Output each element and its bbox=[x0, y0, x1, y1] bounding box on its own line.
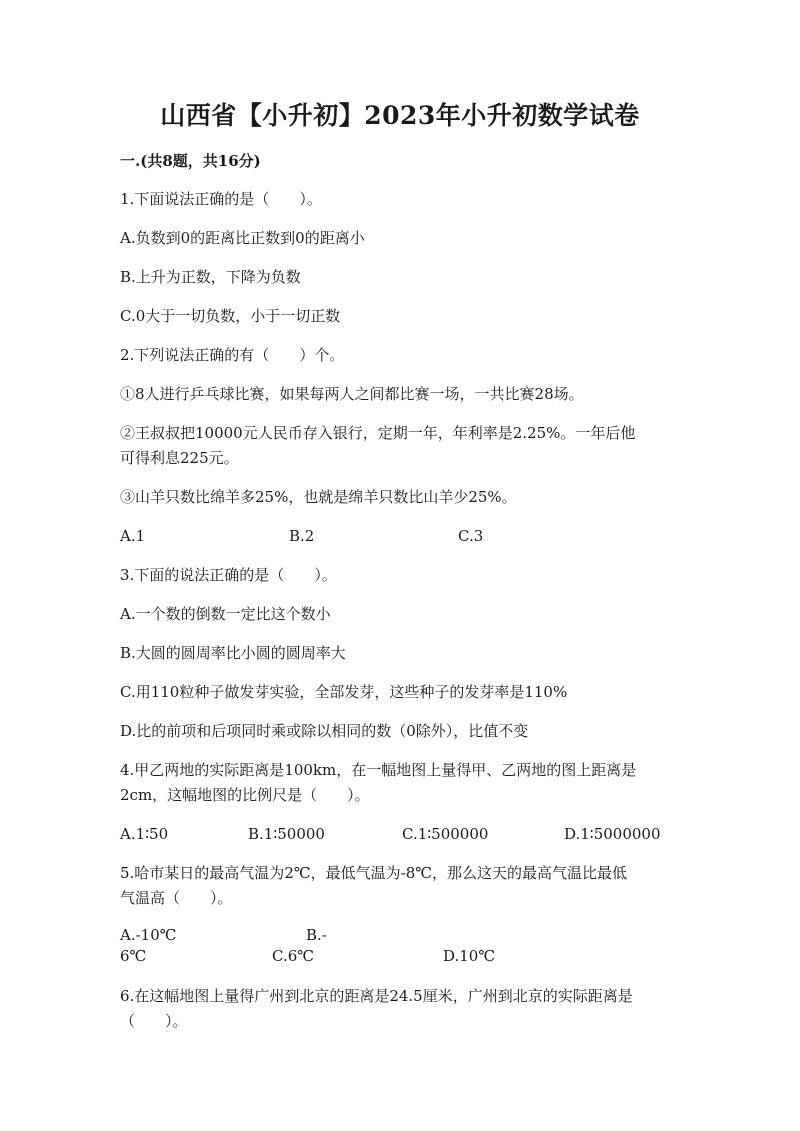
q5-option-d: D.10℃ bbox=[443, 947, 496, 965]
q2-stem: 2.下列说法正确的有（ ）个。 bbox=[120, 346, 345, 364]
q4-option-d: D.1∶5000000 bbox=[564, 825, 661, 843]
q2-statement-1: ①8人进行乒乓球比赛，如果每两人之间都比赛一场，一共比赛28场。 bbox=[120, 385, 584, 403]
q4-option-b: B.1∶50000 bbox=[248, 825, 325, 843]
q3-option-b: B.大圆的圆周率比小圆的圆周率大 bbox=[120, 644, 346, 662]
q3-option-d: D.比的前项和后项同时乘或除以相同的数（0除外），比值不变 bbox=[120, 722, 529, 740]
q3-stem: 3.下面的说法正确的是（ ）。 bbox=[120, 566, 337, 584]
q5-stem-line1: 5.哈市某日的最高气温为2℃，最低气温为-8℃，那么这天的最高气温比最低 bbox=[120, 864, 628, 882]
q2-statement-2-line1: ②王叔叔把10000元人民币存入银行，定期一年，年利率是2.25%。一年后他 bbox=[120, 424, 636, 442]
section-heading: 一.(共8题，共16分) bbox=[120, 152, 261, 170]
q3-option-c: C.用110粒种子做发芽实验，全部发芽，这些种子的发芽率是110% bbox=[120, 683, 568, 701]
q5-option-c: C.6℃ bbox=[272, 947, 315, 965]
q2-option-a: A.1 bbox=[120, 527, 146, 545]
q2-option-b: B.2 bbox=[289, 527, 315, 545]
q5-option-a: A.-10℃ bbox=[120, 926, 177, 944]
q6-stem-line2: （ ）。 bbox=[120, 1012, 188, 1030]
q1-stem: 1.下面说法正确的是（ ）。 bbox=[120, 190, 322, 208]
q3-option-a: A.一个数的倒数一定比这个数小 bbox=[120, 605, 331, 623]
q2-statement-3: ③山羊只数比绵羊多25%，也就是绵羊只数比山羊少25%。 bbox=[120, 488, 517, 506]
q6-stem-line1: 6.在这幅地图上量得广州到北京的距离是24.5厘米，广州到北京的实际距离是 bbox=[120, 987, 633, 1005]
q4-option-c: C.1∶500000 bbox=[402, 825, 489, 843]
q1-option-a: A.负数到0的距离比正数到0的距离小 bbox=[120, 229, 365, 247]
q1-option-b: B.上升为正数，下降为负数 bbox=[120, 268, 301, 286]
q5-stem-line2: 气温高（ ）。 bbox=[120, 889, 233, 907]
q4-stem-line2: 2cm，这幅地图的比例尺是（ ）。 bbox=[120, 786, 370, 804]
q1-option-c: C.0大于一切负数，小于一切正数 bbox=[120, 307, 341, 325]
q5-option-b-part2: 6℃ bbox=[120, 947, 147, 965]
q4-option-a: A.1∶50 bbox=[120, 825, 169, 843]
q2-statement-2-line2: 可得利息225元。 bbox=[120, 449, 239, 467]
q5-option-b-part1: B.- bbox=[306, 926, 327, 944]
q2-option-c: C.3 bbox=[458, 527, 484, 545]
q4-stem-line1: 4.甲乙两地的实际距离是100km，在一幅地图上量得甲、乙两地的图上距离是 bbox=[120, 761, 637, 779]
page-title: 山西省【小升初】2023年小升初数学试卷 bbox=[160, 101, 640, 130]
